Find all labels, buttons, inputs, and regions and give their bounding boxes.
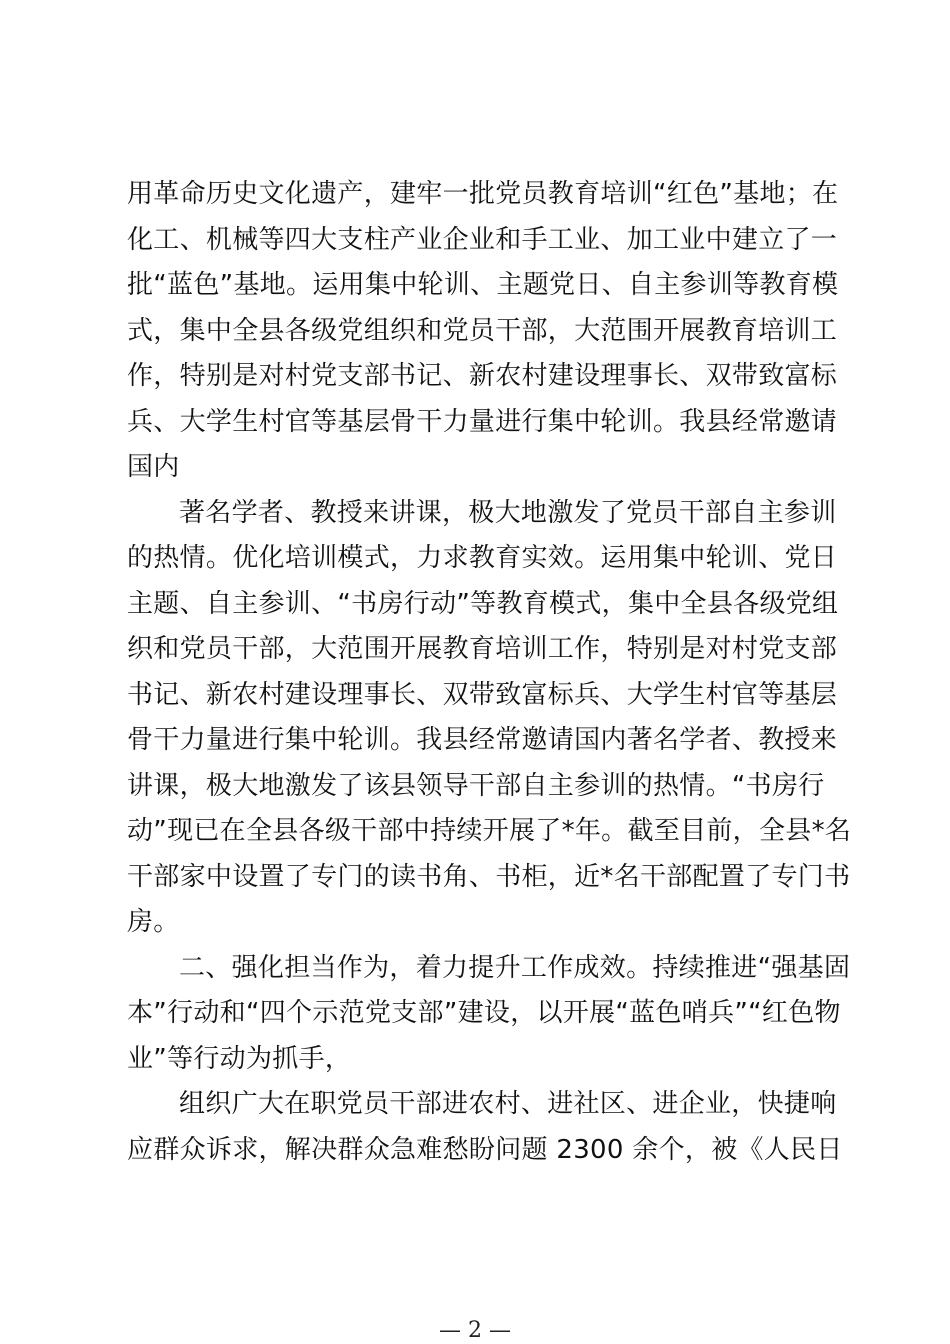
text-line: 骨干力量进行集中轮训。我县经常邀请国内著名学者、教授来 — [127, 725, 838, 755]
page-number: — 2 — — [439, 1318, 511, 1343]
text-line: 作，特别是对村党支部书记、新农村建设理事长、双带致富标 — [127, 361, 838, 391]
text-line: 批“蓝色”基地。运用集中轮训、主题党日、自主参训等教育模 — [127, 270, 839, 300]
text-line: 业”等行动为抓手， — [127, 1043, 352, 1074]
text-line: 的热情。优化培训模式，力求教育实效。运用集中轮训、党日 — [127, 543, 838, 573]
text-line: 干部家中设置了专门的读书角、书柜，近*名干部配置了专门书 — [127, 861, 851, 892]
text-line: 动”现已在全县各级干部中持续开展了*年。截至目前，全县*名 — [127, 816, 852, 846]
document-body — [127, 172, 852, 1173]
text-line: 应群众诉求，解决群众急难愁盼问题 2300 余个，被《人民日 — [127, 1134, 843, 1165]
text-line: 国内 — [127, 452, 180, 482]
text-line: 用革命历史文化遗产，建牢一批党员教育培训“红色”基地；在 — [127, 179, 839, 209]
text-line: 书记、新农村建设理事长、双带致富标兵、大学生村官等基层 — [127, 679, 838, 710]
text-line: 本”行动和“四个示范党支部”建设，以开展“蓝色哨兵”“红色物 — [127, 998, 841, 1028]
text-line: 兵、大学生村官等基层骨干力量进行集中轮训。我县经常邀请 — [127, 406, 838, 437]
text-line: 织和党员干部，大范围开展教育培训工作，特别是对村党支部 — [127, 634, 838, 664]
section-heading-line: 二、强化担当作为，着力提升工作成效。持续推进“强基固 — [179, 952, 851, 983]
text-line: 化工、机械等四大支柱产业企业和手工业、加工业中建立了一 — [127, 224, 838, 255]
paragraph-start-line: 组织广大在职党员干部进农村、进社区、进企业，快捷响 — [179, 1089, 837, 1119]
text-line: 式，集中全县各级党组织和党员干部，大范围开展教育培训工 — [127, 315, 838, 346]
paragraph-start-line: 著名学者、教授来讲课，极大地激发了党员干部自主参训 — [179, 497, 837, 528]
text-line: 主题、自主参训、“书房行动”等教育模式，集中全县各级党组 — [127, 588, 839, 619]
text-line: 房。 — [127, 907, 180, 937]
text-line: 讲课，极大地激发了该县领导干部自主参训的热情。“书房行 — [127, 770, 825, 801]
